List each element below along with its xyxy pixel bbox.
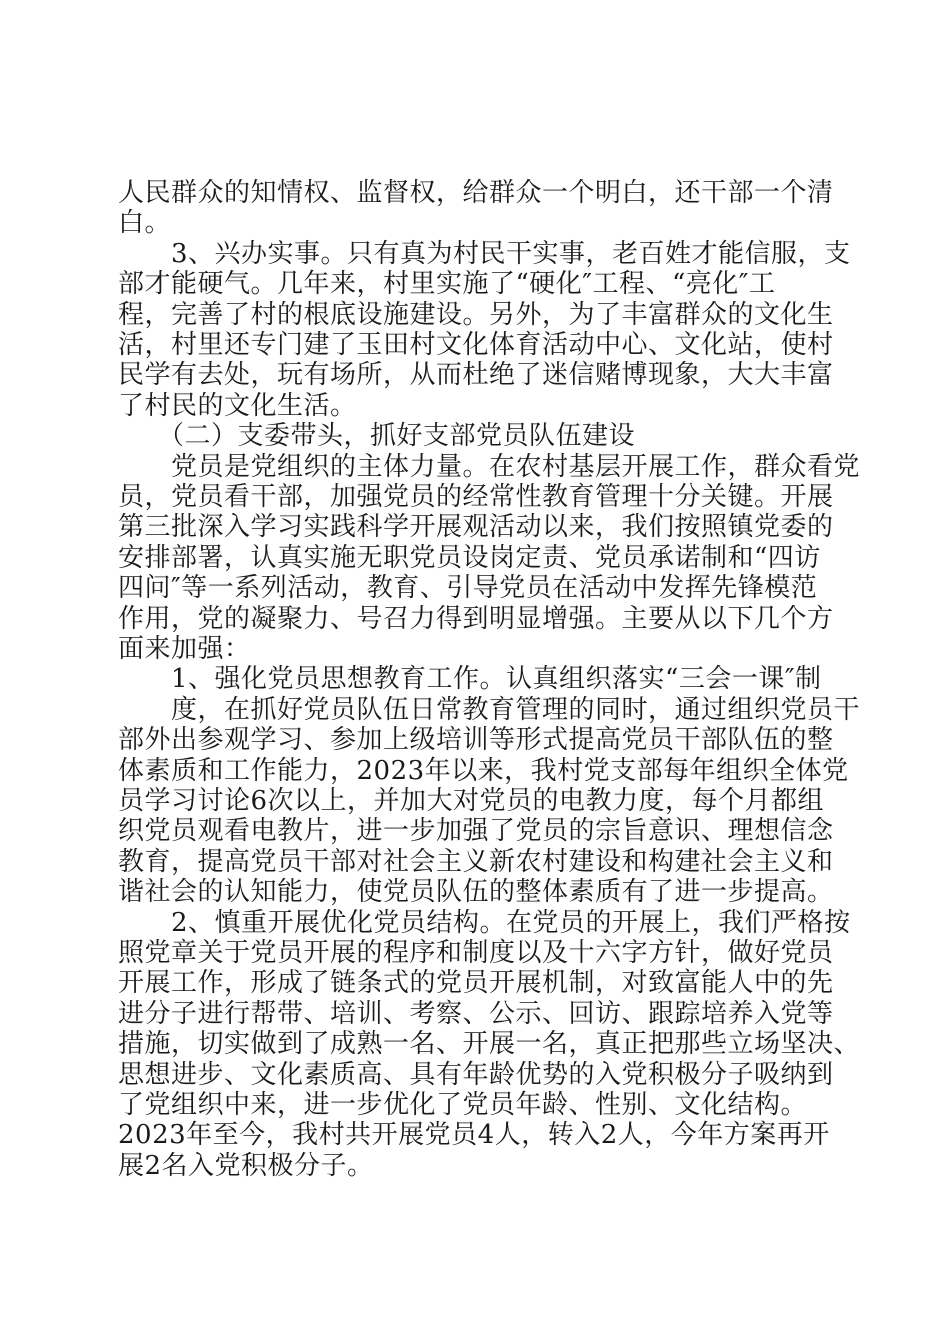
text-line: 白。 bbox=[118, 208, 172, 238]
text-line: 进分子进行帮带、培训、考察、公示、回访、跟踪培养入党等 bbox=[118, 999, 834, 1029]
text-line: 思想进步、文化素质高、具有年龄优势的入党积极分子吸纳到 bbox=[118, 1060, 834, 1090]
text-line: 了村民的文化生活。 bbox=[118, 391, 357, 421]
text-line: 3、兴办实事。只有真为村民干实事，老百姓才能信服，支 bbox=[118, 239, 851, 269]
text-line: 程，完善了村的根底设施建设。另外，为了丰富群众的文化生 bbox=[118, 300, 834, 330]
text-line: 开展工作，形成了链条式的党员开展机制，对致富能人中的先 bbox=[118, 968, 834, 998]
text-line: 作用，党的凝聚力、号召力得到明显增强。主要从以下几个方 bbox=[118, 604, 834, 634]
text-line: 展2名入党积极分子。 bbox=[118, 1151, 374, 1181]
text-line: 度，在抓好党员队伍日常教育管理的同时，通过组织党员干 bbox=[118, 695, 861, 725]
text-line: 部才能硬气。几年来，村里实施了“硬化″工程、“亮化″工 bbox=[118, 269, 776, 299]
text-line: 1、强化党员思想教育工作。认真组织落实“三会一课″制 bbox=[118, 664, 822, 694]
text-line: 活，村里还专门建了玉田村文化体育活动中心、文化站，使村 bbox=[118, 330, 834, 360]
text-line: 部外出参观学习、参加上级培训等形式提高党员干部队伍的整 bbox=[118, 725, 834, 755]
text-line: 谐社会的认知能力，使党员队伍的整体素质有了进一步提高。 bbox=[118, 877, 834, 907]
text-line: 员学习讨论6次以上，并加大对党员的电教力度，每个月都组 bbox=[118, 786, 825, 816]
text-line: 安排部署，认真实施无职党员设岗定责、党员承诺制和“四访 bbox=[118, 543, 821, 573]
text-line: 民学有去处，玩有场所，从而杜绝了迷信赌博现象，大大丰富 bbox=[118, 360, 834, 390]
text-line: 党员是党组织的主体力量。在农村基层开展工作，群众看党 bbox=[118, 452, 861, 482]
text-line: 面来加强： bbox=[118, 634, 251, 664]
text-line: 2023年至今，我村共开展党员4人，转入2人，今年方案再开 bbox=[118, 1120, 830, 1150]
text-line: 教育，提高党员干部对社会主义新农村建设和构建社会主义和 bbox=[118, 847, 834, 877]
text-line: 2、慎重开展优化党员结构。在党员的开展上，我们严格按 bbox=[118, 908, 851, 938]
text-line: 四问″等一系列活动，教育、引导党员在活动中发挥先锋模范 bbox=[118, 573, 818, 603]
text-line: 措施，切实做到了成熟一名、开展一名，真正把那些立场坚决、 bbox=[118, 1029, 861, 1059]
text-line: 第三批深入学习实践科学开展观活动以来，我们按照镇党委的 bbox=[118, 512, 834, 542]
text-line: 员，党员看干部，加强党员的经常性教育管理十分关键。开展 bbox=[118, 482, 834, 512]
text-line: 人民群众的知情权、监督权，给群众一个明白，还干部一个清 bbox=[118, 178, 834, 208]
text-line: 织党员观看电教片，进一步加强了党员的宗旨意识、理想信念 bbox=[118, 816, 834, 846]
text-line: 体素质和工作能力，2023年以来，我村党支部每年组织全体党 bbox=[118, 756, 849, 786]
text-line: 照党章关于党员开展的程序和制度以及十六字方针，做好党员 bbox=[118, 938, 834, 968]
text-line: 了党组织中来，进一步优化了党员年龄、性别、文化结构。 bbox=[118, 1090, 808, 1120]
section-heading: （二）支委带头，抓好支部党员队伍建设 bbox=[118, 421, 636, 451]
